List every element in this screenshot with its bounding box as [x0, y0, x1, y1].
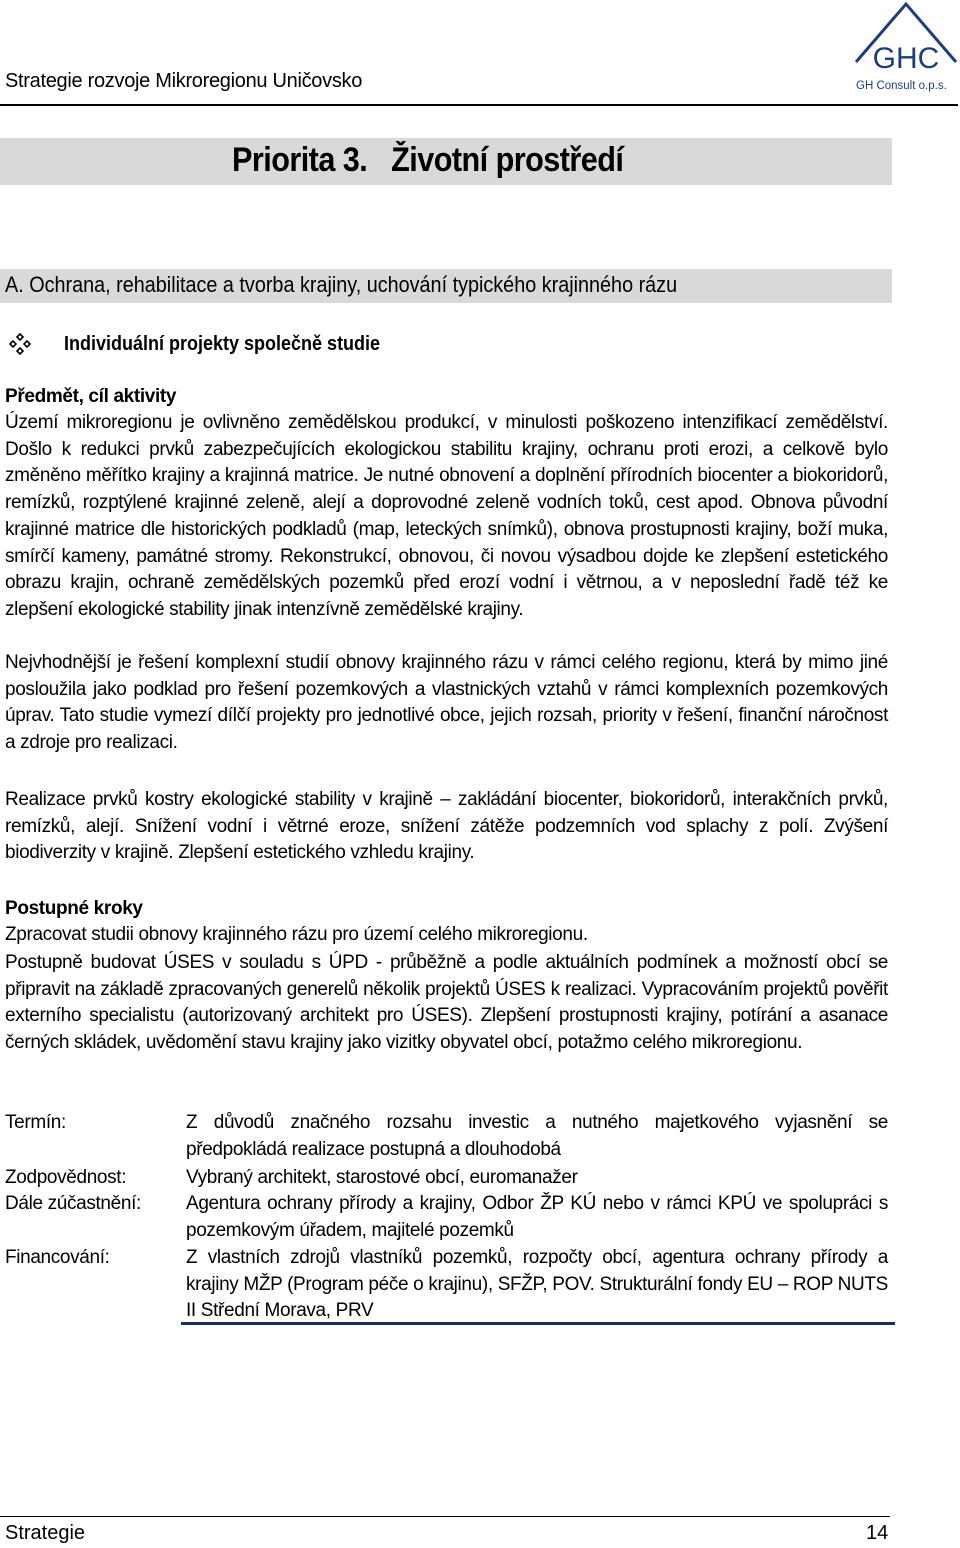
meta-label-financovani: Financování: [5, 1247, 110, 1268]
steps-paragraph-2: Postupně budovat ÚSES v souladu s ÚPD - průběžně a podle aktuálních podmínek a možností obcí se připravit na základě zpracovaných generelů několik projektů ÚSES k realizaci. Vypracováním projektů pověřit externího specialistu (autorizovaný architekt pro ÚSES). Zlepšení prostupnosti krajiny, potírání a asanace černých skládek, uvědomění stavu krajiny jako vizitky obyvatel obcí, potažmo celého mikroregionu. [5, 952, 888, 1054]
steps-paragraph-1: Zpracovat studii obnovy krajinného rázu pro území celého mikroregionu. [5, 924, 588, 945]
diamond-bullet-icon [8, 333, 32, 355]
document-title: Strategie rozvoje Mikroregionu Uničovsko [5, 70, 363, 92]
subject-heading: Předmět, cíl aktivity [5, 386, 177, 407]
logo-text: GHC [872, 42, 940, 75]
section-title: A. Ochrana, rehabilitace a tvorba krajiny, uchování typického krajinného rázu [5, 272, 678, 297]
steps-heading: Postupné kroky [5, 898, 143, 919]
page-header [0, 0, 960, 110]
page-number: 14 [866, 1522, 889, 1544]
meta-label-dale: Dále zúčastnění: [5, 1193, 141, 1214]
meta-value-financovani: Z vlastních zdrojů vlastníků pozemků, rozpočty obcí, agentura ochrany přírody a krajiny MŽP (Program péče o krajinu), SFŽP, POV. Strukturální fondy EU – ROP NUTS II Střední Morava, PRV [186, 1247, 888, 1322]
header-divider [0, 104, 958, 106]
meta-label-zodpovednost: Zodpovědnost: [5, 1167, 127, 1188]
realizace-paragraph: Realizace prvků kostry ekologické stability v krajině – zakládání biocenter, biokoridorů, interakčních prvků, remízků, alejí. Snížení vodní i větrné eroze, snížení zátěže podzemních vod splachy z polí. Zvýšení biodiverzity v krajině. Zlepšení estetického vzhledu krajiny. [5, 789, 888, 864]
priority-title: Priorita 3. Životní prostředí [232, 141, 624, 179]
logo-subtitle: GH Consult o.p.s. [856, 80, 947, 92]
subject-paragraph-2: Nejvhodnější je řešení komplexní studií obnovy krajinného rázu v rámci celého regionu, která by mimo jiné posloužila jako podklad pro řešení pozemkových a vlastnických vztahů v rámci komplexních pozemkových úprav. Tato studie vymezí dílčí projekty pro jednotlivé obce, jejich rozsah, priority v řešení, finanční náročnost a zdroje pro realizaci. [5, 652, 888, 754]
footer-label: Strategie [5, 1522, 86, 1544]
footer-divider [0, 1516, 890, 1517]
meta-value-dale: Agentura ochrany přírody a krajiny, Odbor ŽP KÚ nebo v rámci KPÚ ve spolupráci s pozemkovým úřadem, majitelé pozemků [186, 1193, 888, 1241]
meta-value-termin: Z důvodů značného rozsahu investic a nutného majetkového vyjasnění se předpokládá realizace postupná a dlouhodobá [186, 1112, 888, 1160]
meta-label-termin: Termín: [5, 1112, 66, 1133]
subject-paragraph: Území mikroregionu je ovlivněno zemědělskou produkcí, v minulosti poškozeno intenzifikací zemědělství. Došlo k redukci prvků zabezpečujících ekologickou stabilitu krajiny, ochranu proti erozi, a celkově bylo změněno měřítko krajiny a krajinná matrice. Je nutné obnovení a doplnění přírodních biocenter a biokoridorů, remízků, rozptýlené krajinné zeleně, alejí a doprovodné zeleně vodních toků, cest apod. Obnova původní krajinné matrice dle historických podkladů (map, leteckých snímků), obnova prostupnosti krajiny, boží muka, smírčí kameny, památné stromy. Rekonstrukcí, obnovou, či novou výsadbou dojde ke zlepšení estetického obrazu krajin, ochraně zemědělských pozemků před erozí vodní i větrnou, a v neposlední řadě též ke zlepšení ekologické stability jinak intenzívně zemědělské krajiny. [5, 412, 888, 620]
meta-divider [181, 1322, 895, 1325]
bullet-text: Individuální projekty společně studie [64, 333, 381, 355]
meta-value-zodpovednost: Vybraný architekt, starostové obcí, euromanažer [186, 1167, 578, 1188]
